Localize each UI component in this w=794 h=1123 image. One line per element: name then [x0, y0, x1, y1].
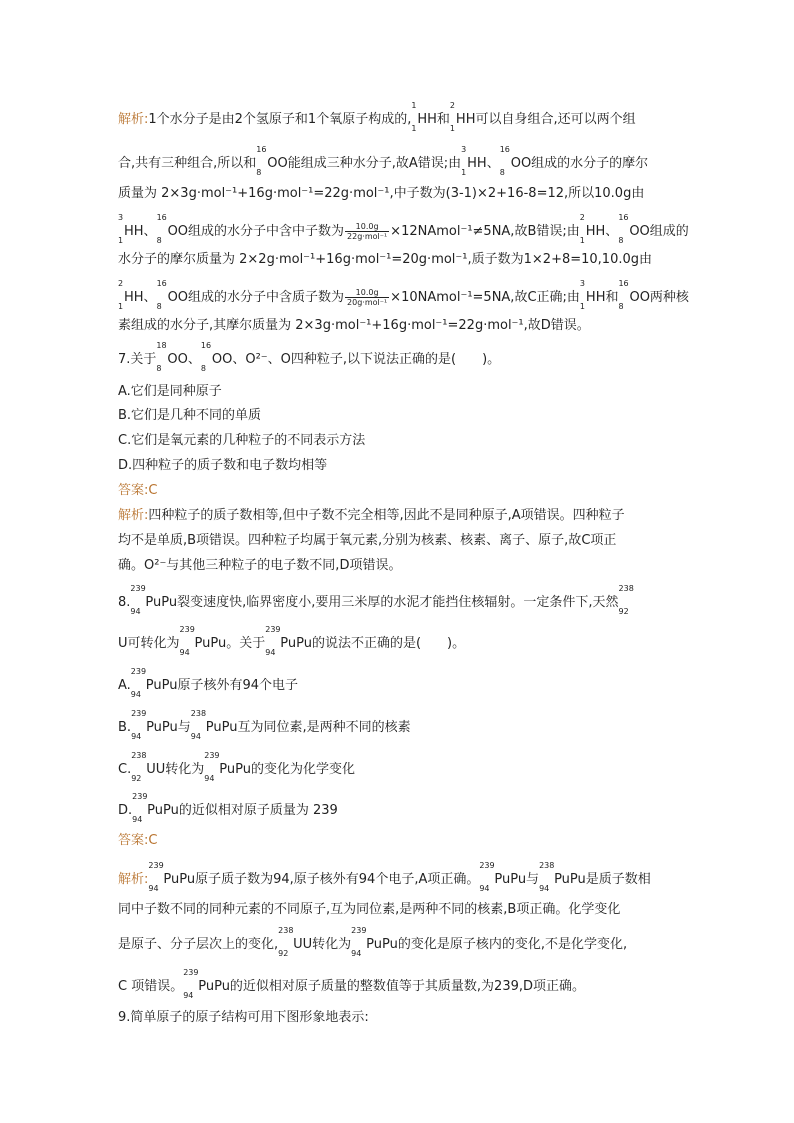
- q7-stem: 7.关于 18 8 OO、 16 8 OO、O²⁻、O四种粒子,以下说法正确的是( )。: [118, 341, 501, 373]
- q6-analysis-line-1: 解析:1个水分子是由2个氢原子和1个氧原子构成的, 1 1 HH和 2 1 HH可以自身组合,还可以两个组: [118, 101, 636, 133]
- nuclide-pu239: 239 94 Pu: [148, 861, 180, 893]
- nuclide-h3: 3 1 H: [461, 145, 477, 177]
- element-symbol: Pu: [198, 979, 215, 994]
- nuclide-h3: 3 1 H: [118, 213, 134, 245]
- element-symbol: O: [629, 290, 640, 305]
- element-symbol: Pu: [146, 720, 162, 735]
- nuclide-o16: 16 8 O: [618, 213, 640, 245]
- nuclide-pu239: 239 94 Pu: [130, 584, 162, 616]
- nuclide-pu239: 239 94 Pu: [265, 625, 297, 657]
- nuclide-u238: 238 92 U: [131, 751, 156, 783]
- nuclide-pu239: 239 94 Pu: [132, 792, 164, 824]
- nuclide-pu238: 238 94 Pu: [190, 709, 222, 741]
- q7-option-d: D.四种粒子的质子数和电子数均相等: [118, 458, 328, 473]
- nuclide-o16: 16 8 O: [156, 213, 178, 245]
- element-symbol: Pu: [145, 595, 162, 610]
- element-symbol: O: [510, 156, 521, 171]
- q8-option-d: D. 239 94 PuPu的近似相对原子质量为 239: [118, 792, 338, 824]
- q8-analysis-line-1: 解析: 239 94 PuPu原子质子数为94,原子核外有94个电子,A项正确。 239 94 PuPu与 238 94 PuPu是质子数相: [118, 861, 651, 893]
- nuclide-h2: 2 1 H: [579, 213, 596, 245]
- element-symbol: U: [293, 937, 303, 952]
- q6-analysis-line-2: 合,共有三种组合,所以和 16 8 OO能组成三种水分子,故A错误;由 3 1 HH、 16 8 OO组成的水分子的摩尔: [118, 145, 649, 177]
- q6-analysis-line-3: 质量为 2×3g·mol⁻¹+16g·mol⁻¹=22g·mol⁻¹,中子数为(3-1)×2+16-8=12,所以10.0g由: [118, 186, 645, 201]
- nuclide-h3: 3 1 H: [579, 279, 596, 311]
- q6-analysis-line-4: 3 1 HH、 16 8 OO组成的水分子中含中子数为 $\frac{10.0g}{\text{22g·mol⁻¹}}$ ×12NAmol⁻¹≠5NA,故B错误;由 2 1 HH、 16 8 OO组成的: [118, 213, 689, 245]
- element-symbol: O: [167, 224, 178, 239]
- nuclide-o18: 18 8 O: [156, 341, 178, 373]
- nuclide-u238: 238 92 U: [278, 926, 303, 958]
- q7-analysis-line-1: 解析:四种粒子的质子数相等,但中子数不完全相等,因此不是同种原子,A项错误。四种粒子: [118, 508, 625, 523]
- q6-analysis-line-5: 水分子的摩尔质量为 2×2g·mol⁻¹+16g·mol⁻¹=20g·mol⁻¹,质子数为1×2+8=10,10.0g由: [118, 252, 652, 267]
- nuclide-h2: 2 1 H: [118, 279, 134, 311]
- element-symbol: H: [585, 290, 596, 305]
- element-symbol: H: [455, 112, 466, 127]
- nuclide-pu239: 239 94 Pu: [351, 926, 383, 958]
- nuclide-o16: 16 8 O: [200, 341, 223, 373]
- nuclide-pu239: 239 94 Pu: [130, 667, 162, 699]
- element-symbol: Pu: [366, 937, 383, 952]
- analysis-label: 解析:: [118, 112, 149, 127]
- element-symbol: H: [467, 156, 477, 171]
- element-symbol: Pu: [194, 636, 211, 651]
- q8-option-b: B. 239 94 PuPu与 238 94 PuPu互为同位素,是两种不同的核素: [118, 709, 411, 741]
- nuclide-o16: 16 8 O: [618, 279, 640, 311]
- nuclide-pu239: 239 94 Pu: [479, 861, 511, 893]
- element-symbol: U: [146, 762, 156, 777]
- q8-stem-line-2: U可转化为 239 94 PuPu。关于 239 94 PuPu的说法不正确的是( )。: [118, 625, 466, 657]
- nuclide-o16: 16 8 O: [499, 145, 521, 177]
- element-symbol: O: [211, 352, 223, 367]
- nuclide-h2: 2 1 H: [449, 101, 466, 133]
- element-symbol: Pu: [280, 636, 297, 651]
- nuclide-o16: 16 8 O: [256, 145, 278, 177]
- element-symbol: Pu: [205, 720, 222, 735]
- element-symbol: H: [417, 112, 428, 127]
- q6-analysis-line-6: 2 1 HH、 16 8 OO组成的水分子中含质子数为 $\frac{10.0g}{\text{20g·mol⁻¹}}$ ×10NAmol⁻¹=5NA,故C正确;由 3 1 HH和 16 8 OO两种核: [118, 279, 689, 311]
- element-symbol: O: [167, 290, 178, 305]
- q8-analysis-line-3: 是原子、分子层次上的变化, 238 92 UU转化为 239 94 PuPu的变化是原子核内的变化,不是化学变化,: [118, 926, 628, 958]
- element-symbol: Pu: [554, 872, 570, 887]
- q7-option-b: B.它们是几种不同的单质: [118, 408, 262, 423]
- nuclide-pu239: 239 94 Pu: [179, 625, 211, 657]
- q6-analysis-line-7: 素组成的水分子,其摩尔质量为 2×3g·mol⁻¹+16g·mol⁻¹=22g·mol⁻¹,故D错误。: [118, 318, 590, 333]
- element-symbol: Pu: [219, 762, 236, 777]
- q8-option-a: A. 239 94 PuPu原子核外有94个电子: [118, 667, 299, 699]
- q8-stem-line-1: 8. 239 94 PuPu裂变速度快,临界密度小,要用三米厚的水泥才能挡住核辐射。一定条件下,天然 238 92: [118, 584, 634, 616]
- q8-analysis-line-4: C 项错误。 239 94 PuPu的近似相对原子质量的整数值等于其质量数,为239,D项正确。: [118, 968, 586, 1000]
- element-symbol: H: [124, 290, 134, 305]
- nuclide-pu239: 239 94 Pu: [183, 968, 215, 1000]
- element-symbol: O: [167, 352, 178, 367]
- q7-option-c: C.它们是氧元素的几种粒子的不同表示方法: [118, 433, 366, 448]
- element-symbol: H: [124, 224, 134, 239]
- fraction-proton: $\frac{10.0g}{\text{20g·mol⁻¹}}$: [347, 288, 388, 307]
- q7-analysis-line-3: 确。O²⁻与其他三种粒子的电子数不同,D项错误。: [118, 558, 402, 573]
- element-symbol: Pu: [494, 872, 511, 887]
- element-symbol: O: [629, 224, 640, 239]
- q7-answer: 答案:C: [118, 483, 158, 498]
- q9-stem: 9.简单原子的原子结构可用下图形象地表示:: [118, 1010, 369, 1025]
- nuclide-u238-partial: 238 92: [618, 584, 634, 616]
- q8-analysis-line-2: 同中子数不同的同种元素的不同原子,互为同位素,是两种不同的核素,B项正确。化学变化: [118, 902, 621, 917]
- nuclide-pu239: 239 94 Pu: [131, 709, 162, 741]
- q7-analysis-line-2: 均不是单质,B项错误。四种粒子均属于氧元素,分别为核素、核素、离子、原子,故C项正: [118, 533, 617, 548]
- nuclide-pu239: 239 94 Pu: [204, 751, 236, 783]
- nuclide-o16: 16 8 O: [156, 279, 178, 311]
- q8-option-c: C. 238 92 UU转化为 239 94 PuPu的变化为化学变化: [118, 751, 355, 783]
- element-symbol: Pu: [163, 872, 180, 887]
- nuclide-h1: 1 1 H: [411, 101, 428, 133]
- element-symbol: H: [585, 224, 596, 239]
- nuclide-pu238: 238 94 Pu: [539, 861, 570, 893]
- element-symbol: Pu: [145, 678, 162, 693]
- q8-answer: 答案:C: [118, 833, 158, 848]
- element-symbol: O: [267, 156, 278, 171]
- fraction-neutron: $\frac{10.0g}{\text{22g·mol⁻¹}}$: [347, 222, 388, 241]
- q7-option-a: A.它们是同种原子: [118, 384, 222, 399]
- element-symbol: Pu: [147, 803, 164, 818]
